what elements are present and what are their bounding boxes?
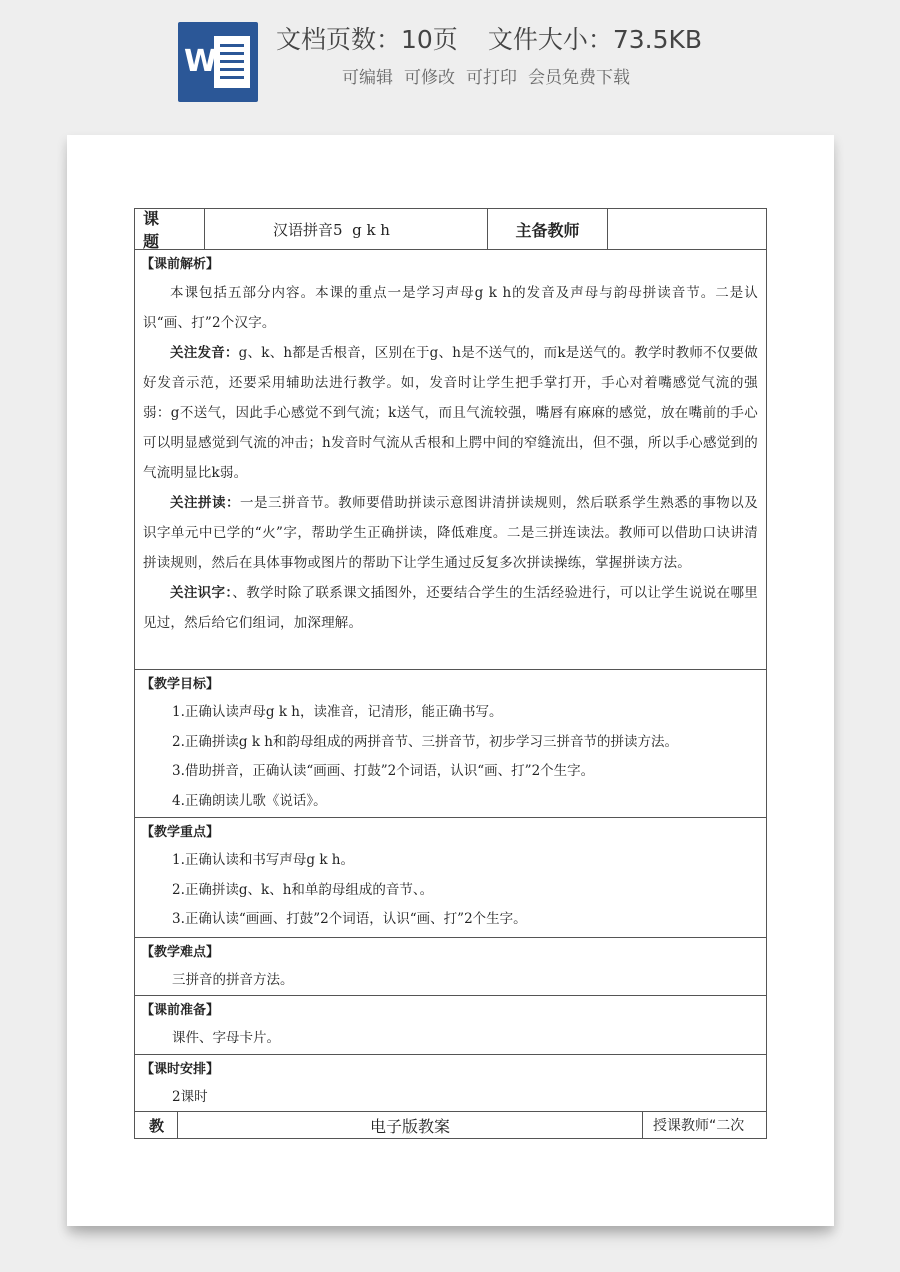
section-title: 【教学目标】 (141, 677, 220, 692)
download-banner (0, 0, 900, 125)
feature-printable: 可打印 (466, 68, 517, 88)
file-size: 文件大小：73.5KB (487, 25, 703, 54)
section-title: 【教学难点】 (141, 945, 220, 960)
paragraph-lead: 关注发音： (170, 345, 239, 361)
section-schedule (135, 1055, 766, 1111)
section-key-points (135, 818, 766, 938)
word-letter: W (184, 44, 218, 79)
teacher-label: 主备教师 (488, 209, 608, 249)
list-item: 4.正确朗读儿歌《说话》。 (172, 792, 327, 809)
paragraph: 关注识字：、教学时除了联系课文插图外，还要结合学生的生活经验进行，可以让学生说说在哪里见过，然后给它们组词，加深理解。 (143, 585, 758, 631)
section-difficulties (135, 938, 766, 996)
list-item: 1.正确认读声母g k h，读准音，记清形，能正确书写。 (172, 704, 503, 720)
list-item: 3.正确认读“画画、打鼓”2个词语，认识“画、打”2个生字。 (172, 911, 527, 927)
section-analysis (135, 250, 766, 670)
file-info (276, 22, 702, 58)
topic-value: 汉语拼音5 g k h (205, 209, 488, 249)
paragraph: 关注拼读：一是三拼音节。教师要借助拼读示意图讲清拼读规则，然后联系学生熟悉的事物以及识字单元中已学的“火”字，帮助学生正确拼读，降低难度。二是三拼连读法。教师可以借助口诀讲清拼读规则，然后在具体事物或图片的帮助下让学生通过反复多次拼读操练，掌握拼读方法。 (143, 495, 759, 571)
list-item: 3.借助拼音，正确认读“画画、打鼓”2个词语，认识“画、打”2个生字。 (172, 763, 595, 779)
paragraph-lead: 关注识字： (170, 585, 233, 601)
section-preparation (135, 996, 766, 1055)
footer-teacher: 授课教师“二次 (653, 1118, 745, 1134)
section-title: 【课前解析】 (141, 257, 220, 272)
list-item: 三拼音的拼音方法。 (172, 972, 294, 988)
paragraph: 关注发音：g、k、h都是舌根音，区别在于g、h是不送气的，而k是送气的。教学时教师不仅要做好发音示范，还要采用辅助法进行教学。如，发音时让学生把手掌打开，手心对着嘴感觉气流的强弱：g不送气，因此手心感觉不到气流；k送气，而且气流较强，嘴唇有麻麻的感觉，放在嘴前的手心可以明显感觉到气流的冲击；h发音时气流从舌根和上腭中间的窄缝流出，但不强，所以手心感觉到的气流明显比k弱。 (143, 345, 758, 481)
paragraph-lead: 关注拼读： (170, 495, 241, 511)
footer-label: 教 (135, 1112, 178, 1138)
section-goals (135, 670, 766, 818)
topic-label: 课 题 (135, 209, 205, 249)
feature-editable: 可编辑 (342, 68, 393, 88)
word-doc-icon (178, 22, 258, 102)
feature-list (342, 64, 641, 92)
section-title: 【教学重点】 (141, 825, 220, 840)
list-item: 1.正确认读和书写声母g k h。 (172, 852, 354, 868)
list-item: 2.正确拼读g、k、h和单韵母组成的音节、。 (172, 881, 434, 898)
paragraph: 本课包括五部分内容。本课的重点一是学习声母g k h的发音及声母与韵母拼读音节。二是认识“画、打”2个汉字。 (143, 285, 758, 331)
section-title: 【课时安排】 (141, 1062, 220, 1077)
section-title: 【课前准备】 (141, 1003, 220, 1018)
feature-modifiable: 可修改 (404, 68, 455, 88)
list-item: 课件、字母卡片。 (172, 1030, 280, 1046)
list-item: 2课时 (172, 1089, 208, 1105)
list-item: 2.正确拼读g k h和韵母组成的两拼音节、三拼音节，初步学习三拼音节的拼读方法。 (172, 733, 678, 750)
feature-free-download: 会员免费下载 (528, 68, 630, 88)
page-count: 文档页数：10页 (276, 25, 458, 54)
footer-row (135, 1111, 766, 1138)
teacher-value (608, 209, 766, 249)
header-row (135, 209, 766, 250)
footer-title: 电子版教案 (178, 1112, 643, 1138)
lesson-plan-table (134, 208, 767, 1139)
